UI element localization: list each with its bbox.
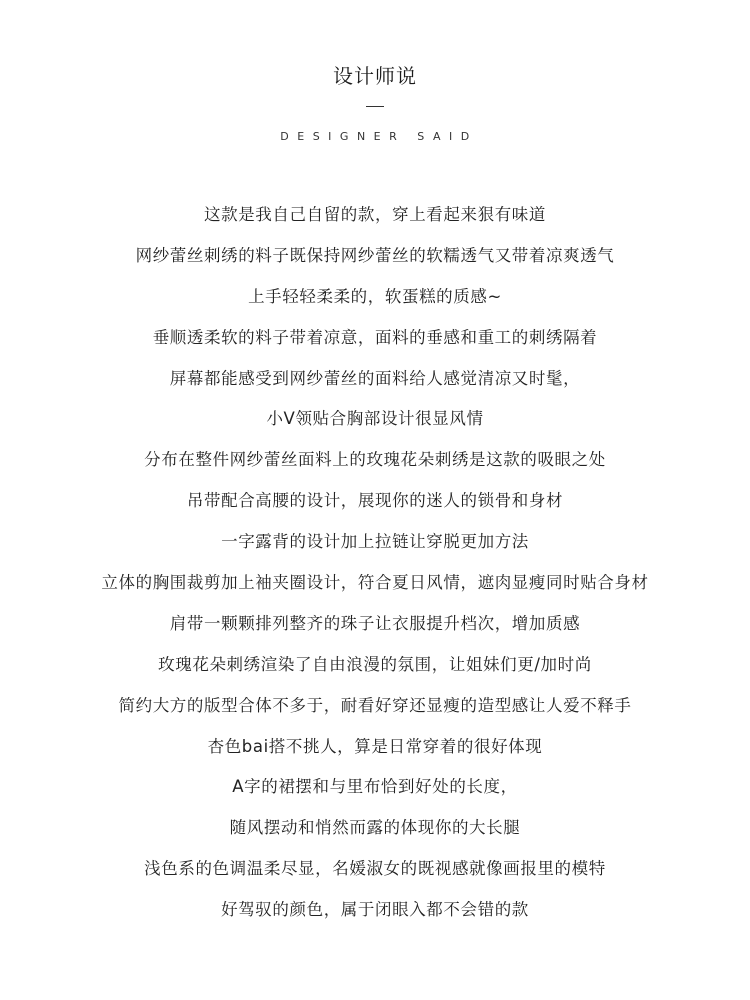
description-line: 垂顺透柔软的料子带着凉意，面料的垂感和重工的刺绣隔着: [152, 327, 598, 347]
description-line: 好驾驭的颜色，属于闭眼入都不会错的款: [221, 900, 529, 920]
description-line: 肩带一颗颗排列整齐的珠子让衣服提升档次，增加质感: [169, 613, 581, 633]
description-lines: [0, 200, 750, 936]
description-line: 简约大方的版型合体不多于，耐看好穿还显瘦的造型感让人爱不释手: [118, 695, 632, 715]
title-divider: [366, 106, 384, 107]
description-line: 随风摆动和悄然而露的体现你的大长腿: [229, 818, 521, 838]
description-line: 立体的胸围裁剪加上袖夹圈设计，符合夏日风情，遮肉显瘦同时贴合身材: [101, 573, 649, 593]
description-line: 这款是我自己自留的款，穿上看起来狠有味道: [204, 205, 546, 224]
description-line: 玫瑰花朵刺绣渲染了自由浪漫的氛围，让姐妹们更/加时尚: [158, 654, 592, 674]
description-line: 浅色系的色调温柔尽显，名媛淑女的既视感就像画报里的模特: [144, 859, 606, 879]
description-line: 一字露背的设计加上拉链让穿脱更加方法: [221, 532, 529, 552]
description-line: 杏色bai搭不挑人，算是日常穿着的很好体现: [207, 736, 543, 756]
section-subtitle: DESIGNER SAID: [280, 130, 478, 143]
description-line: 吊带配合高腰的设计，展现你的迷人的锁骨和身材: [186, 491, 564, 511]
description-line: A字的裙摆和与里布恰到好处的长度，: [232, 777, 518, 797]
description-line: 上手轻轻柔柔的，软蛋糕的质感~: [248, 286, 502, 306]
description-line: 网纱蕾丝刺绣的料子既保持网纱蕾丝的软糯透气又带着凉爽透气: [135, 245, 615, 265]
description-line: 分布在整件网纱蕾丝面料上的玫瑰花朵刺绣是这款的吸眼之处: [144, 450, 606, 470]
section-title: 设计师说: [333, 64, 417, 88]
description-line: 屏幕都能感受到网纱蕾丝的面料给人感觉清凉又时髦，: [169, 368, 581, 388]
description-line: 小V领贴合胸部设计很显风情: [266, 409, 484, 429]
